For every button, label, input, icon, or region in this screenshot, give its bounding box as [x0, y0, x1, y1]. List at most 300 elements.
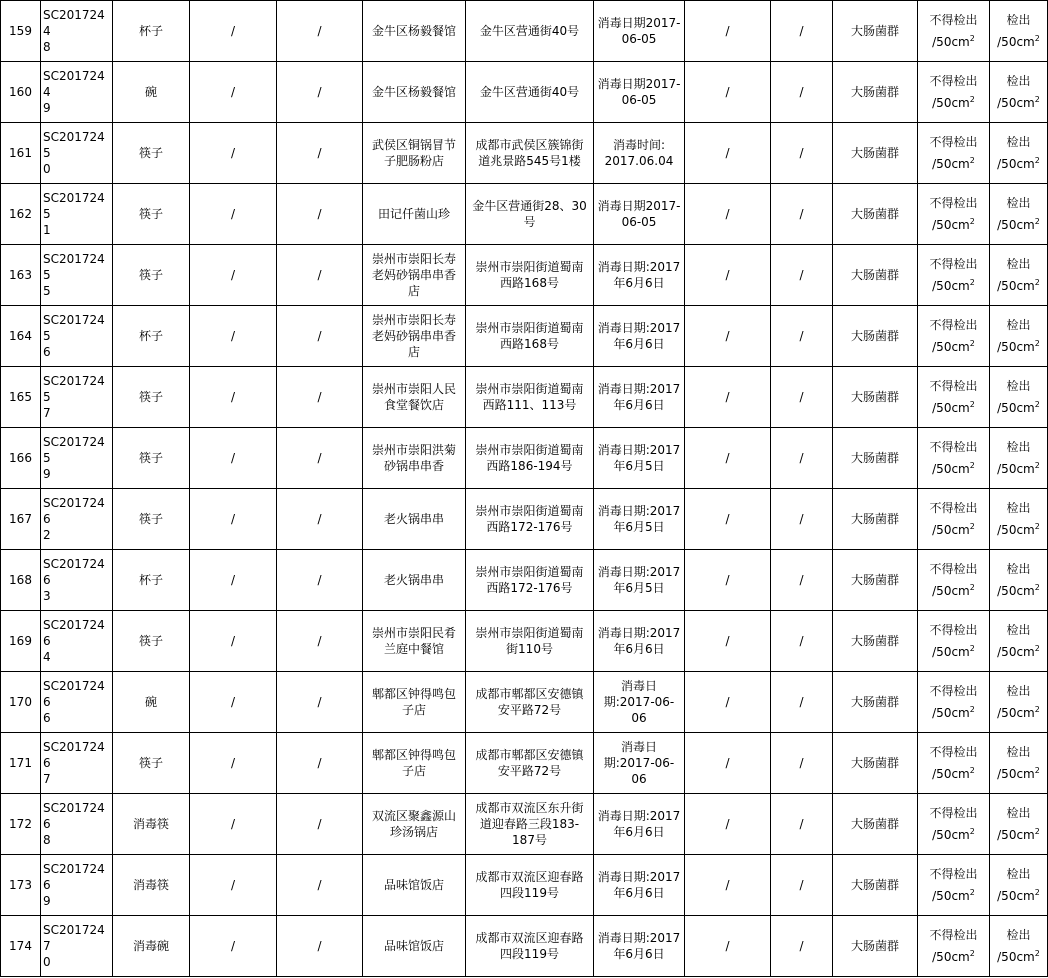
sample-name-text: 筷子: [138, 634, 163, 648]
sample-name-cell: [113, 62, 190, 123]
result-cell: [990, 367, 1048, 428]
test-item-text: 大肠菌群: [850, 390, 899, 404]
unit-prefix: /50cm: [932, 828, 970, 842]
standard-text: 不得检出: [929, 623, 978, 637]
vendor-address-text: 成都市武侯区簇锦街 道兆景路545号1楼: [475, 138, 584, 168]
mfr-name-text: /: [725, 85, 730, 99]
mfr-name-text: /: [725, 573, 730, 587]
result-cell: [990, 245, 1048, 306]
seq-cell: [1, 611, 41, 672]
seq-cell: [1, 489, 41, 550]
seq-cell: [1, 1, 41, 62]
vendor-name-text: 双流区聚鑫源山 珍汤锅店: [371, 809, 456, 839]
mfr-address-text: /: [799, 85, 804, 99]
mfr-address-cell: [771, 489, 833, 550]
unit-label: [920, 583, 987, 599]
unit-label: [920, 705, 987, 721]
disinfect-date-cell: [594, 428, 685, 489]
spec-text: /: [317, 268, 322, 282]
sample-id-text: SC2017244 9: [43, 69, 105, 115]
mfr-address-text: /: [799, 878, 804, 892]
test-item-text: 大肠菌群: [850, 451, 899, 465]
result-text: 检出: [1006, 440, 1031, 454]
brand-text: /: [230, 329, 236, 343]
unit-exponent: 2: [969, 217, 975, 226]
unit-exponent: 2: [969, 827, 975, 836]
result-text: 检出: [1006, 623, 1031, 637]
unit-prefix: /50cm: [997, 950, 1035, 964]
sample-name-cell: [113, 245, 190, 306]
sample-name-cell: [113, 306, 190, 367]
sample-id-text: SC2017246 7: [43, 740, 105, 786]
disinfect-date-cell: [594, 855, 685, 916]
vendor-name-text: 武侯区铜锅冒节 子肥肠粉店: [371, 138, 456, 168]
test-item-text: 大肠菌群: [850, 939, 899, 953]
table-row: [1, 367, 1048, 428]
spec-text: /: [317, 390, 322, 404]
sample-id-cell: [41, 855, 113, 916]
spec-text: /: [317, 85, 322, 99]
unit-exponent: 2: [969, 278, 975, 287]
disinfect-date-cell: [594, 550, 685, 611]
seq-cell: [1, 428, 41, 489]
unit-exponent: 2: [1034, 339, 1040, 348]
vendor-name-cell: [363, 245, 466, 306]
vendor-address-text: 成都市郫都区安德镇 安平路72号: [475, 687, 584, 717]
unit-prefix: /50cm: [932, 889, 970, 903]
seq-text: 172: [9, 817, 32, 831]
result-text: 检出: [1006, 135, 1031, 149]
table-row: [1, 855, 1048, 916]
seq-text: 159: [9, 24, 32, 38]
sample-id-text: SC2017246 3: [43, 557, 105, 603]
vendor-address-cell: [466, 1, 594, 62]
sample-id-cell: [41, 245, 113, 306]
disinfect-date-text: 消毒日期2017- 06-05: [597, 199, 681, 229]
vendor-address-cell: [466, 733, 594, 794]
mfr-name-cell: [685, 916, 771, 977]
vendor-address-text: 崇州市崇阳街道蜀南 西路172-176号: [475, 565, 584, 595]
table-row: [1, 733, 1048, 794]
spec-text: /: [317, 695, 322, 709]
sample-id-text: SC2017245 6: [43, 313, 105, 359]
standard-cell: [918, 184, 990, 245]
standard-text: 不得检出: [929, 257, 978, 271]
unit-prefix: /50cm: [997, 584, 1035, 598]
table-row: [1, 123, 1048, 184]
sample-id-cell: [41, 794, 113, 855]
table-row: [1, 245, 1048, 306]
vendor-address-text: 金牛区营通街40号: [479, 85, 580, 99]
vendor-name-text: 品味馆饭店: [383, 878, 444, 892]
disinfect-date-cell: [594, 733, 685, 794]
mfr-address-cell: [771, 916, 833, 977]
sample-name-text: 杯子: [138, 329, 163, 343]
unit-exponent: 2: [969, 339, 975, 348]
vendor-address-text: 崇州市崇阳街道蜀南 西路168号: [475, 321, 584, 351]
unit-label: [992, 583, 1045, 599]
mfr-name-cell: [685, 62, 771, 123]
mfr-name-cell: [685, 428, 771, 489]
seq-cell: [1, 672, 41, 733]
disinfect-date-text: 消毒日期2017- 06-05: [597, 77, 681, 107]
brand-text: /: [230, 512, 236, 526]
disinfect-date-cell: [594, 184, 685, 245]
spec-cell: [277, 550, 363, 611]
sample-id-text: SC2017244 8: [43, 8, 105, 54]
unit-exponent: 2: [1034, 949, 1040, 958]
unit-label: [920, 95, 987, 111]
brand-text: /: [230, 451, 236, 465]
disinfect-date-text: 消毒日期:2017 年6月6日: [597, 321, 681, 351]
vendor-address-cell: [466, 550, 594, 611]
result-cell: [990, 123, 1048, 184]
mfr-name-text: /: [725, 512, 730, 526]
mfr-name-cell: [685, 794, 771, 855]
seq-cell: [1, 794, 41, 855]
disinfect-date-text: 消毒日 期:2017-06- 06: [603, 679, 675, 725]
seq-text: 168: [9, 573, 32, 587]
test-item-text: 大肠菌群: [850, 85, 899, 99]
disinfect-date-cell: [594, 123, 685, 184]
disinfect-date-cell: [594, 672, 685, 733]
disinfect-date-cell: [594, 1, 685, 62]
vendor-name-text: 老火锅串串: [383, 573, 444, 587]
sample-id-text: SC2017245 7: [43, 374, 105, 420]
unit-prefix: /50cm: [997, 828, 1035, 842]
disinfect-date-cell: [594, 306, 685, 367]
unit-prefix: /50cm: [932, 584, 970, 598]
mfr-address-cell: [771, 428, 833, 489]
result-cell: [990, 733, 1048, 794]
test-item-cell: [833, 123, 918, 184]
test-item-text: 大肠菌群: [850, 512, 899, 526]
unit-label: [992, 461, 1045, 477]
disinfect-date-text: 消毒日期:2017 年6月6日: [597, 626, 681, 656]
test-item-cell: [833, 550, 918, 611]
brand-cell: [190, 855, 277, 916]
mfr-address-text: /: [799, 329, 804, 343]
sample-name-cell: [113, 855, 190, 916]
vendor-name-text: 崇州市崇阳长寿 老妈砂锅串串香 店: [371, 313, 456, 359]
mfr-address-text: /: [799, 756, 804, 770]
result-cell: [990, 184, 1048, 245]
unit-exponent: 2: [1034, 644, 1040, 653]
unit-prefix: /50cm: [932, 340, 970, 354]
standard-cell: [918, 306, 990, 367]
seq-cell: [1, 62, 41, 123]
unit-label: [920, 400, 987, 416]
vendor-name-text: 崇州市崇阳人民 食堂餐饮店: [371, 382, 456, 412]
disinfect-date-cell: [594, 611, 685, 672]
brand-cell: [190, 306, 277, 367]
mfr-name-cell: [685, 245, 771, 306]
standard-text: 不得检出: [929, 867, 978, 881]
vendor-name-text: 郫都区钟得鸣包 子店: [371, 687, 456, 717]
sample-name-text: 杯子: [138, 24, 163, 38]
sample-id-text: SC2017246 6: [43, 679, 105, 725]
disinfect-date-text: 消毒日期:2017 年6月6日: [597, 260, 681, 290]
vendor-name-cell: [363, 672, 466, 733]
test-item-cell: [833, 184, 918, 245]
sample-id-text: SC2017246 9: [43, 862, 105, 908]
mfr-name-cell: [685, 367, 771, 428]
spec-cell: [277, 306, 363, 367]
sample-id-cell: [41, 428, 113, 489]
disinfect-date-text: 消毒日期2017- 06-05: [597, 16, 681, 46]
standard-text: 不得检出: [929, 928, 978, 942]
brand-text: /: [230, 756, 236, 770]
unit-prefix: /50cm: [997, 35, 1035, 49]
test-item-cell: [833, 489, 918, 550]
test-item-cell: [833, 367, 918, 428]
mfr-address-text: /: [799, 146, 804, 160]
test-item-cell: [833, 794, 918, 855]
result-text: 检出: [1006, 501, 1031, 515]
mfr-name-text: /: [725, 329, 730, 343]
test-item-text: 大肠菌群: [850, 24, 899, 38]
standard-cell: [918, 123, 990, 184]
mfr-name-text: /: [725, 695, 730, 709]
result-text: 检出: [1006, 745, 1031, 759]
mfr-name-text: /: [725, 24, 730, 38]
unit-exponent: 2: [969, 888, 975, 897]
test-item-cell: [833, 62, 918, 123]
test-item-text: 大肠菌群: [850, 695, 899, 709]
table-row: [1, 611, 1048, 672]
unit-exponent: 2: [969, 400, 975, 409]
sample-name-cell: [113, 123, 190, 184]
test-item-cell: [833, 672, 918, 733]
sample-name-text: 杯子: [138, 573, 163, 587]
spec-cell: [277, 489, 363, 550]
standard-text: 不得检出: [929, 745, 978, 759]
mfr-address-cell: [771, 611, 833, 672]
unit-label: [992, 95, 1045, 111]
result-cell: [990, 1, 1048, 62]
result-cell: [990, 306, 1048, 367]
disinfect-date-text: 消毒日期:2017 年6月6日: [597, 870, 681, 900]
result-text: 检出: [1006, 928, 1031, 942]
vendor-name-cell: [363, 794, 466, 855]
unit-exponent: 2: [1034, 34, 1040, 43]
vendor-name-cell: [363, 184, 466, 245]
unit-label: [992, 522, 1045, 538]
mfr-address-cell: [771, 1, 833, 62]
spec-text: /: [317, 146, 322, 160]
vendor-address-text: 成都市郫都区安德镇 安平路72号: [475, 748, 584, 778]
sample-name-cell: [113, 428, 190, 489]
mfr-address-text: /: [799, 512, 804, 526]
standard-text: 不得检出: [929, 562, 978, 576]
spec-cell: [277, 916, 363, 977]
sample-name-cell: [113, 733, 190, 794]
sample-id-cell: [41, 672, 113, 733]
unit-label: [992, 400, 1045, 416]
unit-exponent: 2: [1034, 705, 1040, 714]
vendor-address-cell: [466, 855, 594, 916]
spec-cell: [277, 794, 363, 855]
sample-name-cell: [113, 367, 190, 428]
table-row: [1, 1, 1048, 62]
disinfect-date-cell: [594, 245, 685, 306]
seq-cell: [1, 123, 41, 184]
sample-name-text: 筷子: [138, 146, 163, 160]
vendor-name-text: 金牛区杨毅餐馆: [371, 24, 456, 38]
test-item-text: 大肠菌群: [850, 207, 899, 221]
result-text: 检出: [1006, 318, 1031, 332]
sample-name-text: 筷子: [138, 207, 163, 221]
vendor-name-text: 郫都区钟得鸣包 子店: [371, 748, 456, 778]
test-item-cell: [833, 611, 918, 672]
mfr-address-cell: [771, 367, 833, 428]
vendor-name-cell: [363, 367, 466, 428]
unit-label: [920, 827, 987, 843]
brand-cell: [190, 794, 277, 855]
seq-text: 174: [9, 939, 32, 953]
test-item-text: 大肠菌群: [850, 878, 899, 892]
mfr-name-text: /: [725, 939, 730, 953]
unit-prefix: /50cm: [997, 706, 1035, 720]
seq-text: 166: [9, 451, 32, 465]
unit-prefix: /50cm: [997, 96, 1035, 110]
unit-exponent: 2: [1034, 156, 1040, 165]
vendor-name-text: 崇州市崇阳长寿 老妈砂锅串串香 店: [371, 252, 456, 298]
brand-text: /: [230, 817, 236, 831]
unit-label: [920, 888, 987, 904]
mfr-address-text: /: [799, 573, 804, 587]
standard-cell: [918, 611, 990, 672]
spec-cell: [277, 428, 363, 489]
sample-name-cell: [113, 550, 190, 611]
unit-exponent: 2: [969, 522, 975, 531]
seq-text: 161: [9, 146, 32, 160]
brand-text: /: [230, 695, 236, 709]
vendor-name-cell: [363, 306, 466, 367]
standard-text: 不得检出: [929, 379, 978, 393]
unit-prefix: /50cm: [932, 767, 970, 781]
mfr-name-cell: [685, 123, 771, 184]
seq-text: 163: [9, 268, 32, 282]
brand-cell: [190, 428, 277, 489]
brand-text: /: [230, 939, 236, 953]
result-text: 检出: [1006, 562, 1031, 576]
disinfect-date-text: 消毒日期:2017 年6月6日: [597, 931, 681, 961]
standard-text: 不得检出: [929, 806, 978, 820]
disinfect-date-text: 消毒日期:2017 年6月5日: [597, 565, 681, 595]
spec-cell: [277, 672, 363, 733]
brand-cell: [190, 672, 277, 733]
brand-cell: [190, 489, 277, 550]
spec-text: /: [317, 634, 322, 648]
table-row: [1, 184, 1048, 245]
mfr-name-cell: [685, 1, 771, 62]
standard-text: 不得检出: [929, 501, 978, 515]
test-item-text: 大肠菌群: [850, 634, 899, 648]
sample-id-cell: [41, 733, 113, 794]
spec-text: /: [317, 939, 322, 953]
test-item-text: 大肠菌群: [850, 146, 899, 160]
test-item-cell: [833, 916, 918, 977]
disinfect-date-cell: [594, 367, 685, 428]
standard-cell: [918, 62, 990, 123]
vendor-name-cell: [363, 855, 466, 916]
mfr-address-text: /: [799, 268, 804, 282]
mfr-address-text: /: [799, 817, 804, 831]
sample-id-cell: [41, 489, 113, 550]
result-text: 检出: [1006, 74, 1031, 88]
vendor-name-text: 崇州市崇阳洪菊 砂锅串串香: [371, 443, 456, 473]
unit-label: [992, 766, 1045, 782]
sample-id-text: SC2017245 0: [43, 130, 105, 176]
mfr-name-cell: [685, 855, 771, 916]
unit-prefix: /50cm: [932, 35, 970, 49]
vendor-name-cell: [363, 62, 466, 123]
vendor-address-cell: [466, 794, 594, 855]
mfr-address-cell: [771, 306, 833, 367]
unit-prefix: /50cm: [997, 157, 1035, 171]
standard-text: 不得检出: [929, 13, 978, 27]
sample-name-cell: [113, 916, 190, 977]
spec-text: /: [317, 512, 322, 526]
mfr-address-cell: [771, 672, 833, 733]
seq-text: 164: [9, 329, 32, 343]
unit-label: [992, 705, 1045, 721]
vendor-address-text: 成都市双流区迎春路 四段119号: [475, 870, 584, 900]
unit-exponent: 2: [1034, 522, 1040, 531]
unit-exponent: 2: [1034, 278, 1040, 287]
table-row: [1, 428, 1048, 489]
disinfect-date-cell: [594, 489, 685, 550]
sample-id-cell: [41, 184, 113, 245]
unit-exponent: 2: [969, 461, 975, 470]
unit-exponent: 2: [969, 34, 975, 43]
sample-name-text: 筷子: [138, 451, 163, 465]
mfr-address-text: /: [799, 24, 804, 38]
vendor-name-text: 老火锅串串: [383, 512, 444, 526]
sample-name-cell: [113, 611, 190, 672]
unit-prefix: /50cm: [997, 645, 1035, 659]
sample-id-text: SC2017245 1: [43, 191, 105, 237]
unit-prefix: /50cm: [997, 218, 1035, 232]
sample-id-cell: [41, 62, 113, 123]
seq-cell: [1, 550, 41, 611]
mfr-name-text: /: [725, 634, 730, 648]
standard-cell: [918, 794, 990, 855]
vendor-name-cell: [363, 428, 466, 489]
brand-cell: [190, 62, 277, 123]
brand-text: /: [230, 878, 236, 892]
test-item-text: 大肠菌群: [850, 268, 899, 282]
brand-cell: [190, 550, 277, 611]
disinfect-date-text: 消毒日期:2017 年6月5日: [597, 443, 681, 473]
vendor-address-text: 成都市双流区东升街 道迎春路三段183- 187号: [475, 801, 584, 847]
sample-id-text: SC2017245 5: [43, 252, 105, 298]
disinfect-date-text: 消毒日期:2017 年6月5日: [597, 504, 681, 534]
result-text: 检出: [1006, 684, 1031, 698]
unit-exponent: 2: [969, 95, 975, 104]
seq-cell: [1, 916, 41, 977]
test-item-text: 大肠菌群: [850, 329, 899, 343]
brand-cell: [190, 123, 277, 184]
mfr-name-cell: [685, 672, 771, 733]
vendor-address-cell: [466, 62, 594, 123]
spec-cell: [277, 184, 363, 245]
vendor-address-cell: [466, 306, 594, 367]
vendor-address-cell: [466, 428, 594, 489]
table-row: [1, 672, 1048, 733]
sample-id-text: SC2017247 0: [43, 923, 105, 969]
